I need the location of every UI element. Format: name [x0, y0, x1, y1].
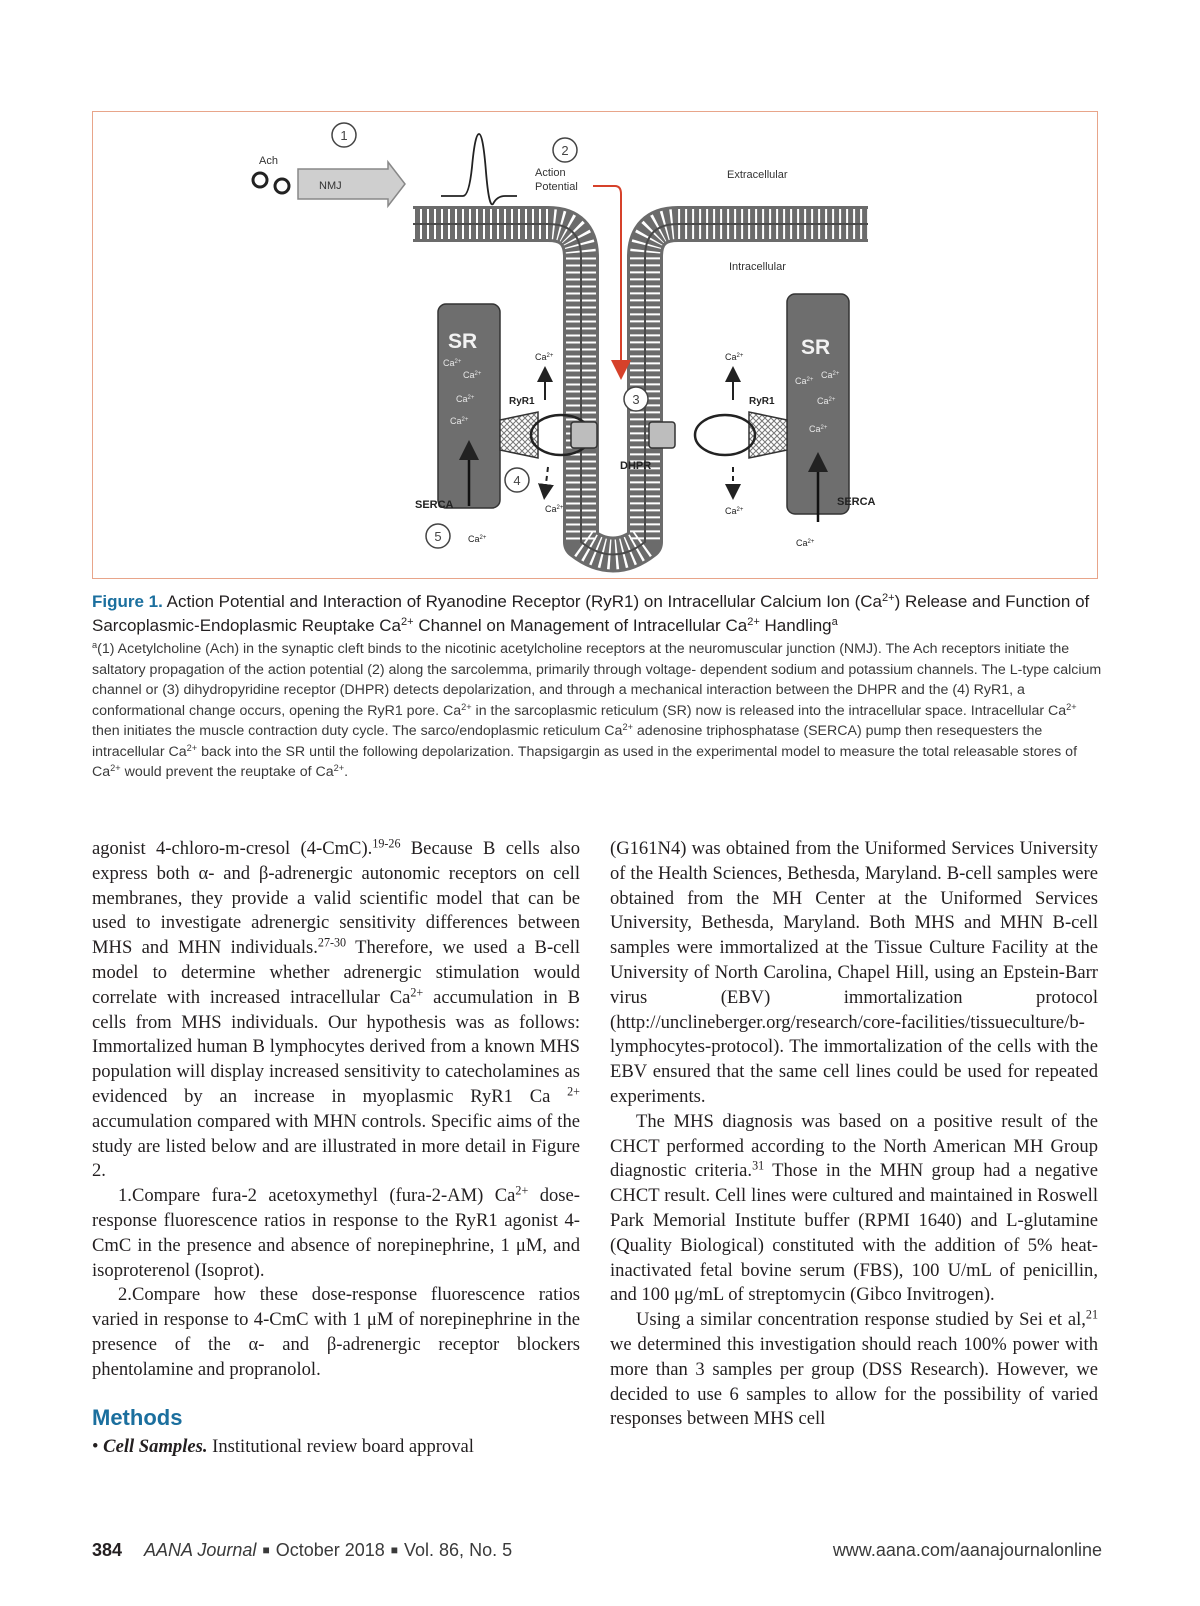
action-potential-label-line1: Action — [535, 167, 566, 179]
cell-source-paragraph: (G161N4) was obtained from the Uniformed Services University of the Health Sciences, Bethesda, Maryland. B-cell samples were obtained from the MH Center at the Uniformed Services University, Bethesda, Maryland. Both MHS and MHN B-cell samples were immortalized at the Tissue Culture Facility at the University of North Carolina, Chapel Hill, using an Epstein-Barr virus (EBV) immortalization protocol (http://unclineberger.org/research/core-facilities/tissueculture/b-lymphocytes-protocol). The immortalization of the cells with the EBV ensured that the same cell lines could be used for repeated experiments. — [610, 838, 1098, 1107]
svg-text:Ca2+: $Ca^{2+}$ — [725, 506, 744, 516]
ryr1-channel-left — [500, 412, 538, 458]
nmj-label: NMJ — [319, 180, 342, 192]
svg-text:Ca2+: $Ca^{2+}$ — [795, 376, 814, 386]
intro-paragraph: agonist 4-chloro-m-cresol (4-CmC).$^{19-26}$ Because B cells also express both α- and β-adrenergic autonomic receptors on cell membranes, they provide a valid scientific model that can be used to investigate adrenergic sensitivity differences between MHS and MHN individuals.$^{27-30}$ Therefore, we used a B-cell model to determine whether adrenergic stimulation would correlate with increased intracellular $Ca^{2+}$ accumulation in B cells from MHS individuals. Our hypothesis was as follows: Immortalized human B lymphocytes derived from a known MHS population will display increased sensitivity to catecholamines as evidenced by an increase in myoplasmic RyR1 Ca $^{2+}$ accumulation compared with MHN controls. Specific aims of the study are listed below and are illustrated in more detail in Figure 2. — [92, 836, 581, 1182]
volume-issue: Vol. 86, No. 5 — [404, 1540, 513, 1560]
step-1-number: 1 — [340, 128, 348, 143]
calcium-release-left — [535, 352, 564, 514]
left-column — [92, 837, 580, 1459]
svg-text:Ca2+: $Ca^{2+}$ — [809, 424, 828, 434]
step-2-number: 2 — [561, 143, 569, 158]
aim-2: 2.Compare how these dose-response fluorescence ratios varied in response to 4-CmC with 1 μM of norepinephrine in the presence of the α- and β-adrenergic receptor blockers phentolamine and propranolol. — [92, 1284, 580, 1380]
serca-label-right: SERCA — [837, 496, 876, 508]
calcium-serca-left: $Ca^{2+}$ — [468, 534, 487, 544]
ryr1-label-right: RyR1 — [749, 396, 775, 407]
svg-text:Ca2+: $Ca^{2+}$ — [443, 358, 462, 368]
svg-text:Ca2+: $Ca^{2+}$ — [821, 370, 840, 380]
cell-samples-paragraph: • Cell Samples. Institutional review board approval — [92, 1435, 474, 1457]
svg-text:Ca2+: $Ca^{2+}$ — [725, 352, 744, 362]
figure-caption-title: Figure 1. Action Potential and Interaction of Ryanodine Receptor (RyR1) on Intracellular Calcium Ion $(Ca^{2+})$ Release and Function of Sarcoplasmic-Endoplasmic Reuptake $Ca^{2+}$ Channel on Management of Intracellular $Ca^{2+}$ Handling$^a$ — [92, 591, 1090, 635]
svg-text:Ca2+: $Ca^{2+}$ — [450, 416, 469, 426]
issue-date: October 2018 — [275, 1540, 385, 1560]
figure-label: Figure 1. — [92, 592, 163, 611]
svg-text:Ca2+: $Ca^{2+}$ — [463, 370, 482, 380]
svg-text:Ca2+: $Ca^{2+}$ — [456, 394, 475, 404]
intracellular-label: Intracellular — [729, 261, 786, 273]
step-5-number: 5 — [434, 529, 442, 544]
page-footer: 384 AANA Journal ■ October 2018 ■ Vol. 86, No. 5 www.aana.com/aanajournalonline — [92, 1540, 1102, 1560]
right-column — [610, 837, 1098, 1432]
svg-text:Ca2+: $Ca^{2+}$ — [545, 504, 564, 514]
figure-caption — [92, 590, 1102, 783]
dhpr-label: DHPR — [620, 460, 652, 472]
step-3-number: 3 — [632, 392, 640, 407]
aim-1: 1.Compare fura-2 acetoxymethyl (fura-2-AM) $Ca^{2+}$ dose-response fluorescence ratios in response to the RyR1 agonist 4-CmC in the presence and absence of norepinephrine, 1 μM, and isoproterenol (Isoprot). — [92, 1183, 580, 1281]
calcium-release-right — [725, 352, 744, 516]
serca-label-left: SERCA — [415, 499, 454, 511]
page-number: 384 — [92, 1540, 123, 1560]
action-potential-label-line2: Potential — [535, 181, 578, 193]
nmj-box — [298, 162, 405, 206]
ach-molecule-icon — [275, 179, 289, 193]
action-potential-waveform — [441, 134, 517, 204]
methods-heading: Methods — [92, 1404, 183, 1430]
power-analysis-paragraph: Using a similar concentration response studied by Sei et al,$^{21}$ we determined this investigation should reach 100% power with more than 3 samples per group (DSS Research). However, we decided to use 6 samples to allow for the possibility of varied responses between MHS cell — [610, 1307, 1098, 1430]
svg-text:Ca2+: $Ca^{2+}$ — [817, 396, 836, 406]
journal-name: AANA Journal — [144, 1540, 257, 1560]
extracellular-label: Extracellular — [727, 169, 788, 181]
mhs-diagnosis-paragraph: The MHS diagnosis was based on a positive result of the CHCT performed according to the North American MH Group diagnostic criteria.$^{31}$ Those in the MHN group had a negative CHCT result. Cell lines were cultured and maintained in Roswell Park Memorial Institute buffer (RPMI 1640) and L-glutamine (Quality Biological) constituted with the addition of 5% heat-inactivated fetal bovine serum (FBS), 100 U/mL of penicillin, and 100 μg/mL of streptomycin (Gibco Invitrogen). — [610, 1110, 1098, 1306]
calcium-serca-right: $Ca^{2+}$ — [796, 538, 815, 548]
ach-molecule-icon — [253, 173, 267, 187]
sr-label-left: SR — [448, 330, 478, 353]
ryr1-label-left: RyR1 — [509, 396, 535, 407]
figure-1-diagram — [93, 112, 1099, 580]
svg-text:Ca2+: $Ca^{2+}$ — [535, 352, 554, 362]
sr-label-right: SR — [801, 336, 831, 359]
figure-1 — [92, 111, 1098, 579]
dhpr-channel-right — [649, 415, 755, 455]
step-4-number: 4 — [513, 473, 521, 488]
ach-label: Ach — [259, 155, 278, 167]
figure-caption-footnote: $^a$(1) Acetylcholine (Ach) in the synaptic cleft binds to the nicotinic acetylcholine receptors at the neuromuscular junction (NMJ). The Ach receptors initiate the saltatory propagation of the action potential (2) along the sarcolemma, primarily through voltage- dependent sodium and potassium channels. The L-type calcium channel or (3) dihydropyridine receptor (DHPR) detects depolarization, and through a mechanical interaction between the DHPR and the (4) RyR1, a conformational change occurs, opening the RyR1 pore. $Ca^{2+}$ in the sarcoplasmic reticulum (SR) now is released into the intracellular space. Intracellular $Ca^{2+}$ then initiates the muscle contraction duty cycle. The sarco/endoplasmic reticulum $Ca^{2+}$ adenosine triphosphatase (SERCA) pump then resequesters the intracellular $Ca^{2+}$ back into the SR until the following depolarization. Thapsigargin as used in the experimental model to measure the total releasable stores of $Ca^{2+}$ would prevent the reuptake of $Ca^{2+}$. — [92, 639, 1102, 780]
journal-url[interactable]: www.aana.com/aanajournalonline — [832, 1540, 1102, 1560]
